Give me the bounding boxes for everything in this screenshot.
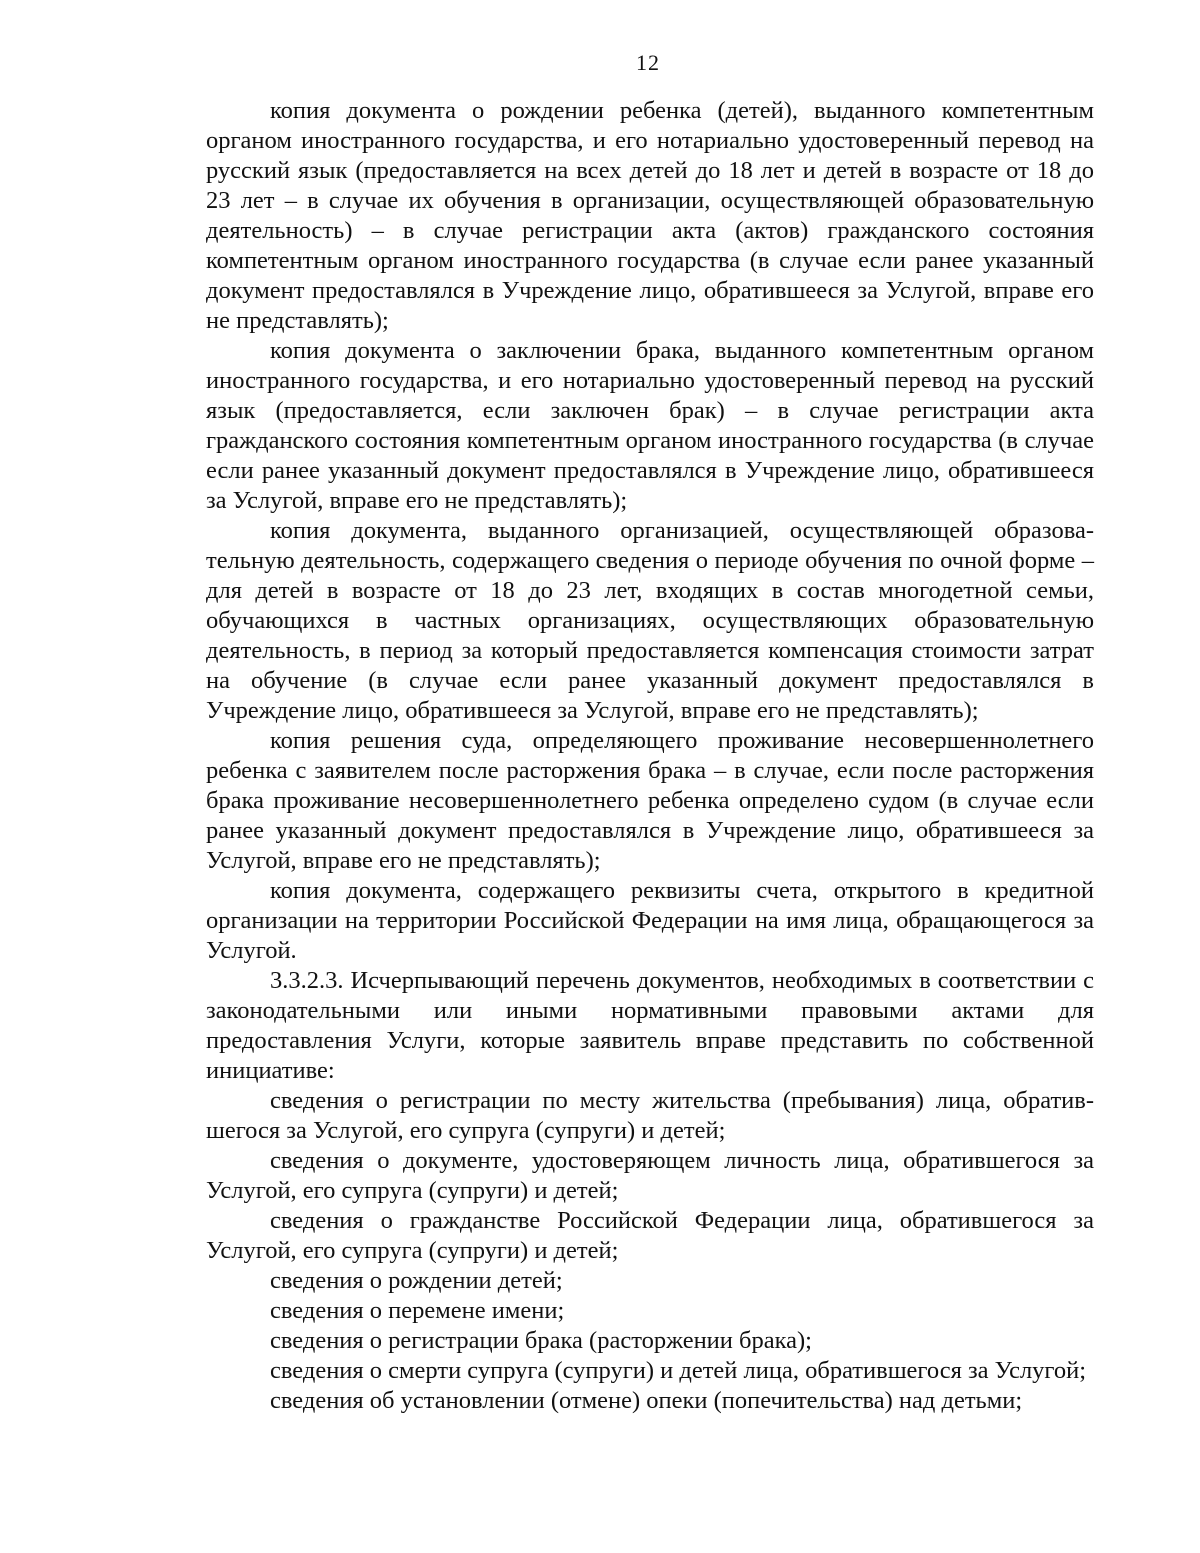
list-item-citizenship: сведения о гражданстве Российской Федерации лица, обратившегося за Услугой, его супруга (супруги) и детей; <box>206 1207 1094 1264</box>
list-item-marriage-registration: сведения о регистрации брака (расторжении брака); <box>270 1327 812 1354</box>
paragraph-education-document: копия документа, выданного организацией, осуществляющей образовательную деятельность, содержащего сведения о периоде обучения по очной форме – для детей в возрасте от 18 до 23 лет, входящих в состав многодетной семьи, обучающихся в частных организациях, осуществляющих образовательную деятельность, в период за который предоставляется компенсация стоимости затрат на обучение (в случае если ранее указанный документ предоставлялся в Учреждение лицо, обратившееся за Услугой, вправе его не представлять); <box>206 517 1094 724</box>
list-item-birth-of-children: сведения о рождении детей; <box>270 1267 563 1294</box>
list-item-name-change: сведения о перемене имени; <box>270 1297 565 1324</box>
list-item-identity-document: сведения о документе, удостоверяющем личность лица, обратившегося за Услугой, его супруга (супруги) и детей; <box>206 1147 1094 1204</box>
page-number: 12 <box>636 50 660 75</box>
document-body <box>206 96 1094 1416</box>
list-item-guardianship: сведения об установлении (отмене) опеки (попечительства) над детьми; <box>270 1387 1023 1414</box>
paragraph-marriage-document: копия документа о заключении брака, выданного компетентным органом иностранного государства, и его нотариально удостоверенный перевод на русский язык (предоставляется, если заключен брак) – в случае регистрации акта гражданского состояния компетентным органом иностранного государства (в случае если ранее указанный документ предоставлялся в Учреждение лицо, обратившееся за Услугой, вправе его не представлять); <box>206 337 1094 514</box>
list-item-death: сведения о смерти супруга (супруги) и детей лица, обратившегося за Услугой; <box>270 1357 1087 1384</box>
paragraph-bank-account: копия документа, содержащего реквизиты счета, открытого в кредитной организации на территории Российской Федерации на имя лица, обращающегося за Услугой. <box>206 877 1094 964</box>
list-item-registration: сведения о регистрации по месту жительства (пребывания) лица, обратившегося за Услугой, его супруга (супруги) и детей; <box>206 1087 1094 1144</box>
paragraph-section-3-3-2-3: 3.3.2.3. Исчерпывающий перечень документов, необходимых в соответствии с законодательными или иными нормативными правовыми актами для предоставления Услуги, которые заявитель вправе представить по собственной инициативе: <box>206 967 1094 1084</box>
paragraph-birth-document: копия документа о рождении ребенка (детей), выданного компетентным органом иностранного государства, и его нотариально удостоверенный перевод на русский язык (предоставляется на всех детей до 18 лет и детей в возрасте от 18 до 23 лет – в случае их обучения в организации, осуществляющей образовательную деятельность) – в случае регистрации акта (актов) гражданского состояния компетентным органом иностранного государства (в случае если ранее указанный документ предоставлялся в Учреждение лицо, обратившееся за Услугой, вправе его не представлять); <box>206 97 1094 334</box>
paragraph-court-decision: копия решения суда, определяющего проживание несовершеннолетнего ребенка с заявителем после расторжения брака – в случае, если после расторжения брака проживание несовершеннолетнего ребенка определено судом (в случае если ранее указанный документ предоставлялся в Учреждение лицо, обратившееся за Услугой, вправе его не представлять); <box>206 727 1094 874</box>
